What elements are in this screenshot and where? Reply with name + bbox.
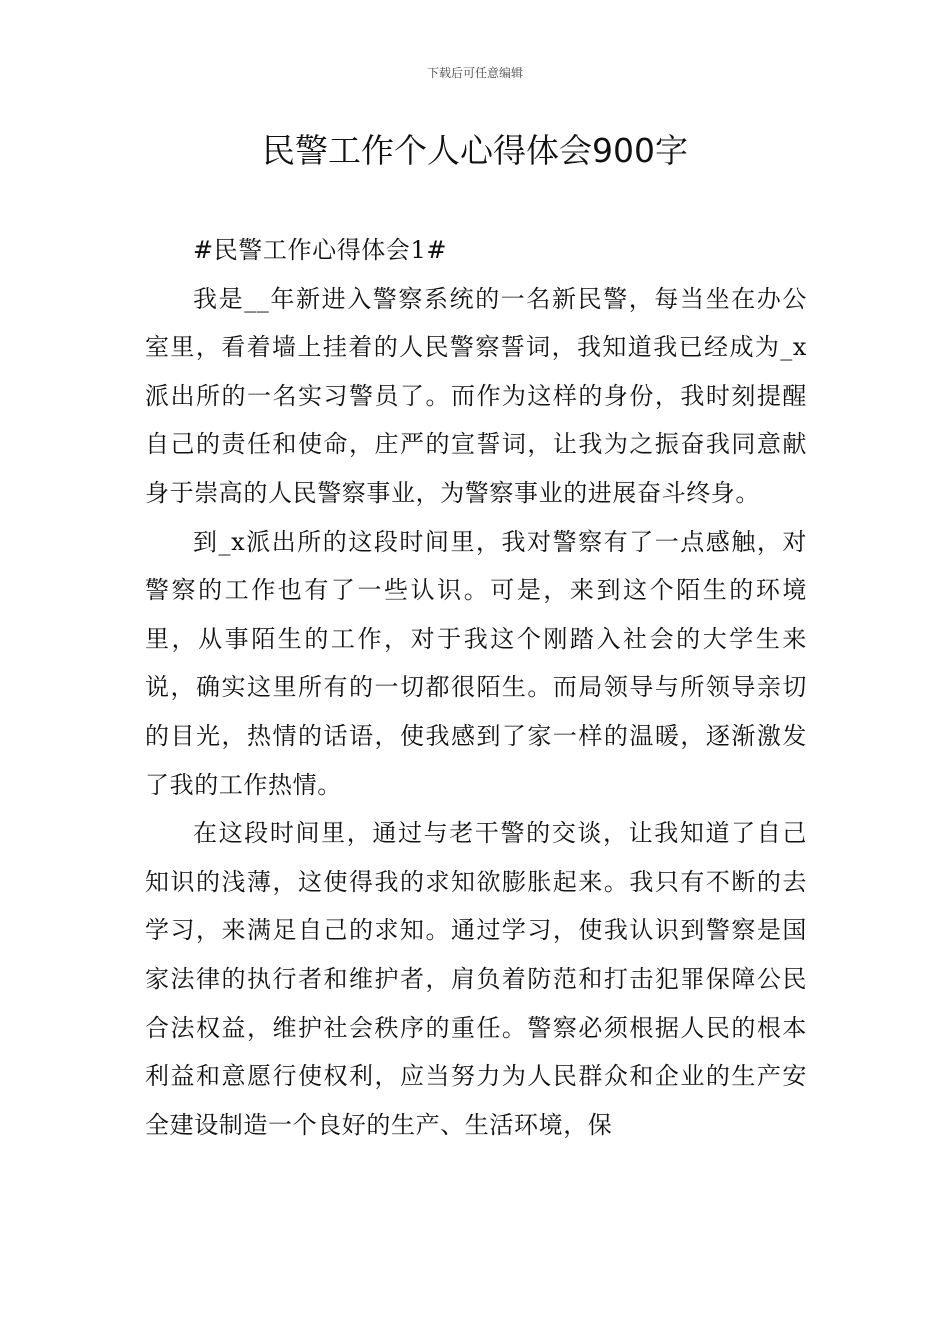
document-title: 民警工作个人心得体会900字 [262, 131, 688, 170]
body-paragraph: 我是__年新进入警察系统的一名新民警，每当坐在办公室里，看着墙上挂着的人民警察誓词，我知道我已经成为_x派出所的一名实习警员了。而作为这样的身份，我时刻提醒自己的责任和使命，庄严的宣誓词，让我为之振奋我同意献身于崇高的人民警察事业，为警察事业的进展奋斗终身。 [145, 284, 807, 507]
document-body [145, 226, 807, 1149]
body-paragraph: 在这段时间里，通过与老干警的交谈，让我知道了自己知识的浅薄，这使得我的求知欲膨胀起来。我只有不断的去学习，来满足自己的求知。通过学习，使我认识到警察是国家法律的执行者和维护者，肩负着防范和打击犯罪保障公民合法权益，维护社会秩序的重任。警察必须根据人民的根本利益和意愿行使权利，应当努力为人民群众和企业的生产安全建设制造一个良好的生产、生活环境，保 [145, 819, 807, 1139]
section-heading: #民警工作心得体会1# [193, 236, 448, 264]
body-paragraph: 到_x派出所的这段时间里，我对警察有了一点感触，对警察的工作也有了一些认识。可是，来到这个陌生的环境里，从事陌生的工作，对于我这个刚踏入社会的大学生来说，确实这里所有的一切都很陌生。而局领导与所领导亲切的目光，热情的话语，使我感到了家一样的温暖，逐渐激发了我的工作热情。 [145, 527, 807, 799]
page-header: 下载后可任意编辑 [426, 66, 523, 80]
